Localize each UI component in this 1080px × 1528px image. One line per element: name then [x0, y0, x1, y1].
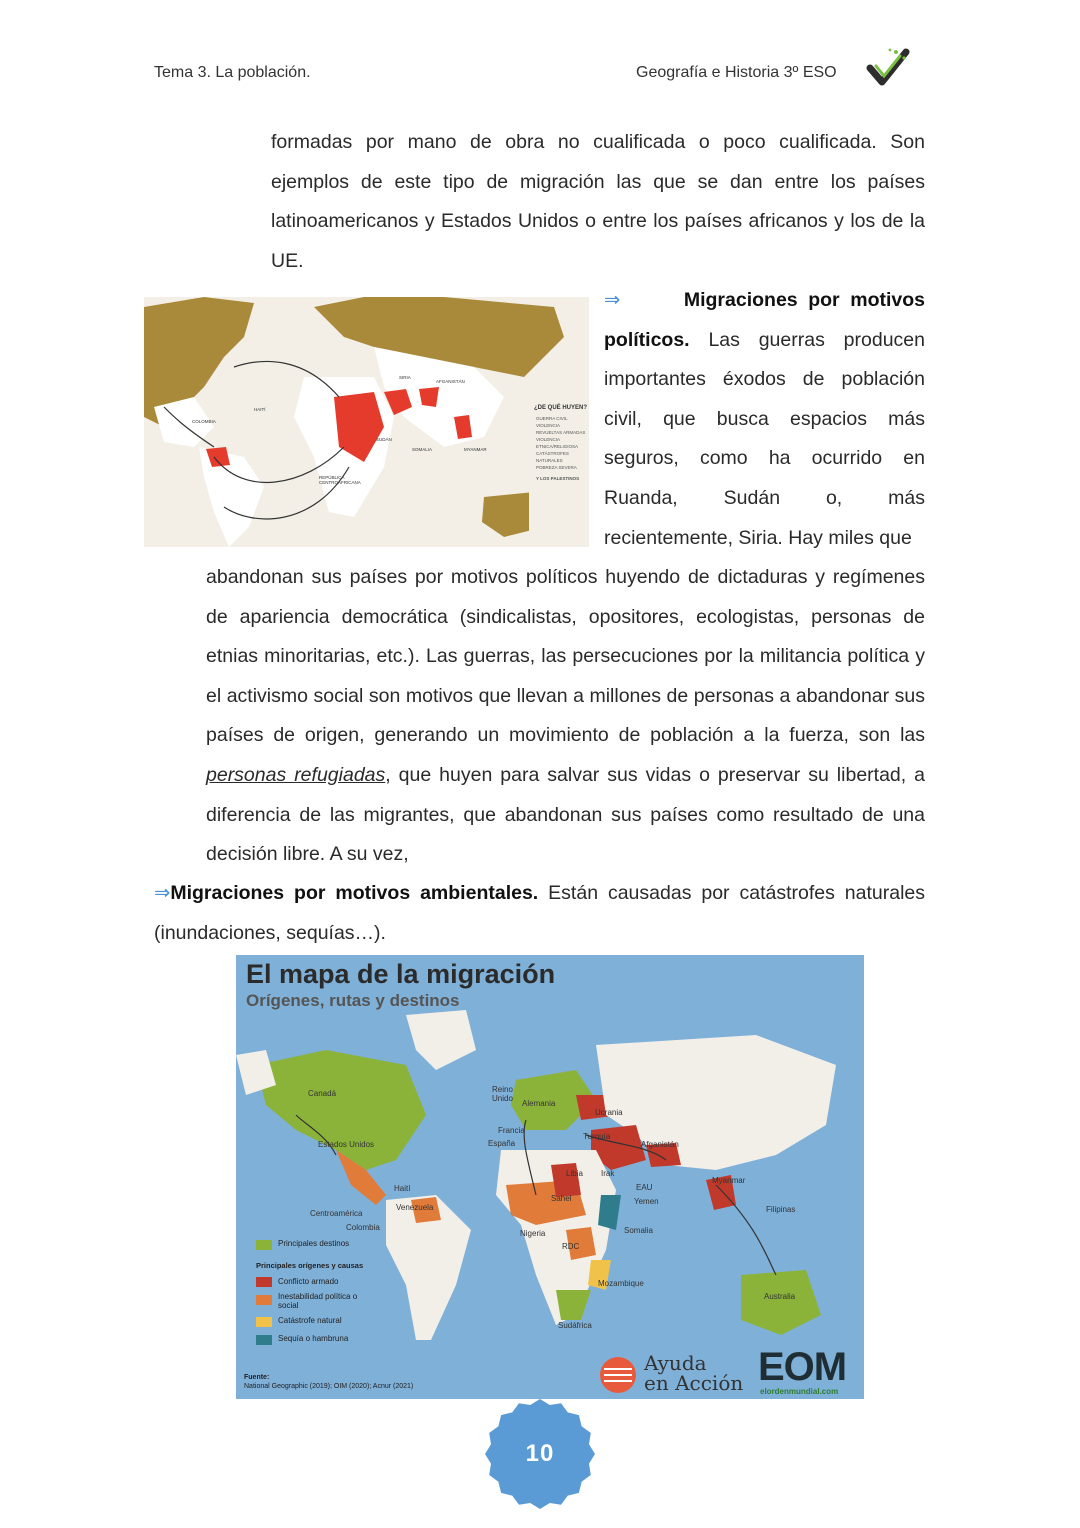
map2-label: Afganistán: [641, 1140, 679, 1149]
eom-logo: EOM: [758, 1345, 847, 1389]
map2-label: Sudáfrica: [558, 1321, 592, 1330]
map2-label: Colombia: [346, 1223, 380, 1232]
map2-label: Australia: [764, 1292, 796, 1301]
check-logo-icon: [866, 46, 914, 90]
map2-label: Libia: [566, 1169, 583, 1178]
map1-legend-item: CATÁSTROFES NATURALES: [536, 451, 569, 463]
paragraph-economic-migration: formadas por mano de obra no cualificada o poco cualificada. Son ejemplos de este tipo de migración las que se dan entre los países latinoamericanos y Estados Unidos o entre los países africanos y los de la UE.: [271, 131, 925, 272]
ayuda-en-accion-logo: [644, 1353, 743, 1393]
map2-label: EAU: [636, 1183, 653, 1192]
page-number: 10: [525, 1440, 555, 1467]
map2-source-label: Fuente:: [244, 1374, 270, 1381]
map1-legend-item: VIOLENCIA ETNICA/RELIGIOSA: [536, 437, 579, 449]
map2-label: Mozambique: [598, 1279, 644, 1288]
map1-legend-item: REVUELTAS ARMADAS: [536, 430, 586, 435]
map2-label: Haití: [394, 1184, 411, 1193]
map1-palestinos: Y LOS PALESTINOS: [536, 476, 580, 481]
map2-label: Turquía: [583, 1132, 611, 1141]
map1-label: REPÚBLICA CENTROAFRICANA: [319, 475, 361, 485]
political-heading: Migraciones por motivos políticos.: [604, 289, 925, 351]
map2-label: Centroamérica: [310, 1209, 363, 1218]
map2-source-text: National Geographic (2019); OIM (2020); Acnur (2021): [244, 1383, 414, 1390]
map1-label: SUDÁN: [376, 437, 392, 442]
header-chapter-title: Tema 3. La población.: [154, 64, 311, 81]
political-text: Las guerras producen importantes éxodos de población civil, que busca espacios más seguros, como ha ocurrido en Ruanda, Sudán o, más recientemente, Siria. Hay miles que: [604, 328, 925, 549]
map2-legend-item: Conflicto armado: [278, 1277, 339, 1286]
arrow-icon: ⇒: [154, 882, 171, 904]
map2-label: Somalia: [624, 1226, 653, 1235]
map2-label: Venezuela: [396, 1203, 434, 1212]
arrow-icon: ⇒: [604, 289, 621, 311]
map1-legend-item: VIOLENCIA: [536, 423, 561, 428]
map1-label: COLOMBIA: [192, 419, 216, 424]
paragraph-political-migration: [604, 281, 925, 558]
map2-legend-item: Sequía o hambruna: [278, 1334, 349, 1343]
political-migration-map: [144, 297, 589, 547]
environmental-heading: Migraciones por motivos ambientales.: [170, 882, 539, 904]
refugees-text-b: , que huyen para salvar sus vidas o preservar su libertad, a diferencia de las migrantes, que abandonan sus países como resultado de una decisión libre. A su vez,: [206, 763, 926, 866]
map1-label: SIRIA: [399, 375, 411, 380]
refugees-text-a: abandonan sus países por motivos políticos huyendo de dictaduras y regímenes de apariencia democrática (sindicalistas, opositores, ecologistas, personas de etnias minoritarias, etc.). Las guerras, las persecuciones por la militancia política y el activismo social son motivos que llevan a millones de personas a abandonar sus países de origen, generando un movimiento de población a la fuerza, son las: [206, 566, 925, 747]
map2-label: Reino Unido: [492, 1085, 513, 1103]
paragraph-refugees: [206, 558, 925, 875]
map2-label: Nigeria: [520, 1229, 546, 1238]
map2-label: Yemen: [634, 1197, 659, 1206]
map2-label: Irak: [601, 1169, 615, 1178]
refugees-term: personas refugiadas: [206, 763, 386, 786]
map1-legend-title: ¿DE QUÉ HUYEN?: [534, 405, 588, 411]
map2-legend-item: Catástrofe natural: [278, 1316, 342, 1325]
map2-label: Francia: [498, 1126, 525, 1135]
map2-legend-destinos: Principales destinos: [278, 1239, 350, 1248]
map2-label: Ucrania: [595, 1108, 623, 1117]
environmental-text: Están causadas por catástrofes naturales (inundaciones, sequías…).: [154, 882, 926, 944]
map2-legend-item: Inestabilidad política o social: [278, 1292, 358, 1310]
map2-label: Myanmar: [712, 1176, 746, 1185]
map1-legend-item: GUERRA CIVIL: [536, 416, 568, 421]
eom-url: elordenmundial.com: [760, 1387, 839, 1396]
map2-title: El mapa de la migración: [246, 959, 556, 989]
map2-label: Sahel: [551, 1194, 572, 1203]
map1-label: HAITÍ: [254, 407, 266, 412]
map2-subtitle: Orígenes, rutas y destinos: [246, 991, 460, 1010]
map1-label: AFGANISTÁN: [436, 379, 465, 384]
map1-label: SOMALIA: [412, 447, 433, 452]
header-subject-title: Geografía e Historia 3º ESO: [636, 64, 837, 81]
map2-label: Canadá: [308, 1089, 337, 1098]
map2-label: Filipinas: [766, 1205, 796, 1214]
map2-label: Alemania: [522, 1099, 556, 1108]
map1-legend-item: POBREZA SEVERA: [536, 465, 577, 470]
map2-label: Estados Unidos: [318, 1140, 375, 1149]
map2-label: España: [488, 1139, 516, 1148]
map2-label: RDC: [562, 1242, 580, 1251]
migration-world-map: [236, 955, 864, 1399]
brand1-line2: en Acción: [644, 1371, 744, 1395]
brand1-line1: Ayuda: [644, 1351, 707, 1375]
paragraph-environmental-migration: [154, 874, 925, 953]
map1-legend-list: [536, 415, 589, 482]
map2-legend-title: Principales orígenes y causas: [256, 1261, 364, 1270]
map1-label: MYANMAR: [464, 447, 487, 452]
